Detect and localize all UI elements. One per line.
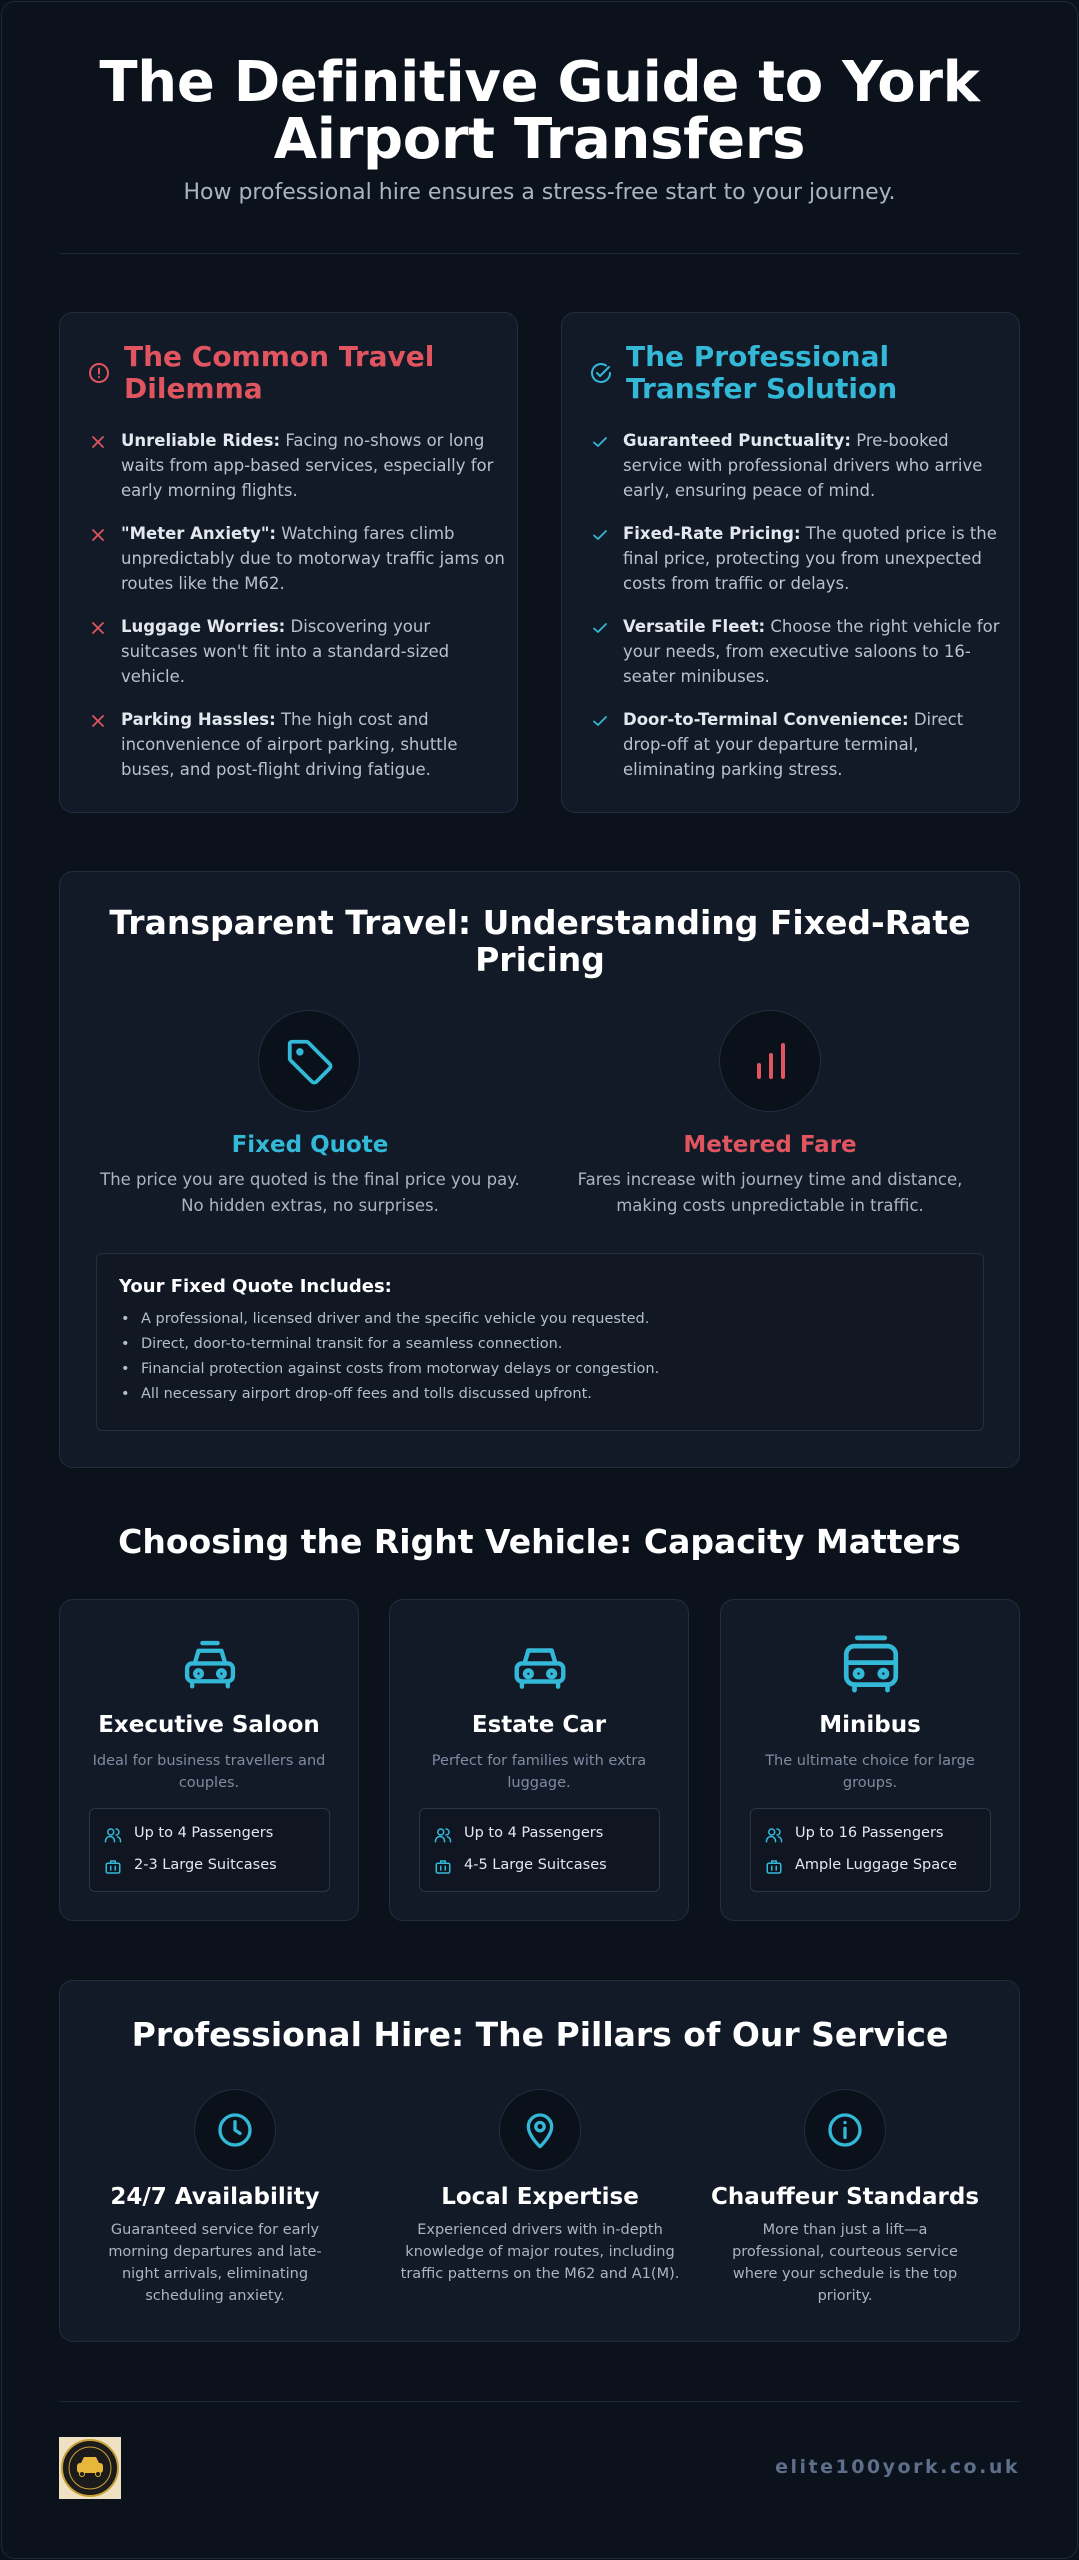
- list-item-text: Fixed-Rate Pricing: The quoted price is the final price, protecting you from unexpected costs from traffic or delays.: [623, 524, 997, 593]
- metered-fare-label: Metered Fare: [683, 1132, 857, 1158]
- fixed-quote-icon-wrap: [258, 1010, 360, 1112]
- pillar-icon-wrap: [499, 2089, 581, 2171]
- brand-logo-emblem: [59, 2437, 121, 2499]
- check-icon: [590, 618, 610, 638]
- users-icon: [765, 1826, 783, 1844]
- vehicle-specs: Up to 4 Passengers 4-5 Large Suitcases: [419, 1808, 660, 1892]
- solution-title: The Professional Transfer Solution: [626, 340, 898, 405]
- x-icon: [88, 432, 108, 452]
- pillar-title: Local Expertise: [441, 2184, 639, 2210]
- x-icon: [88, 618, 108, 638]
- luggage-icon: [434, 1858, 452, 1876]
- vehicle-name: Estate Car: [471, 1712, 607, 1738]
- includes-title: Your Fixed Quote Includes:: [119, 1276, 392, 1297]
- fixed-quote-desc: The price you are quoted is the final price you pay. No hidden extras, no surprises.: [100, 1170, 520, 1215]
- metered-fare-desc: Fares increase with journey time and distance, making costs unpredictable in traffic.: [577, 1170, 963, 1215]
- vehicle-card-minibus: [720, 1599, 1020, 1921]
- alert-circle-icon: [87, 361, 111, 385]
- vehicle-desc: The ultimate choice for large groups.: [765, 1753, 975, 1791]
- vehicles-title: Choosing the Right Vehicle: Capacity Matters: [118, 1522, 961, 1561]
- car-icon: [509, 1640, 571, 1692]
- list-item-text: Unreliable Rides: Facing no-shows or long waits from app-based services, especially for early morning flights.: [121, 431, 494, 500]
- tag-icon: [283, 1035, 337, 1089]
- vehicle-desc: Ideal for business travellers and couples.: [92, 1753, 326, 1791]
- list-item-text: Door-to-Terminal Convenience: Direct drop-off at your departure terminal, eliminating parking stress.: [623, 710, 964, 779]
- check-icon: [590, 711, 610, 731]
- list-item-text: Parking Hassles: The high cost and inconvenience of airport parking, shuttle buses, and post-flight driving fatigue.: [121, 710, 458, 779]
- vehicle-name: Executive Saloon: [98, 1712, 320, 1738]
- list-item: • A professional, licensed driver and the specific vehicle you requested.: [121, 1311, 650, 1327]
- taxi-icon: [179, 1638, 241, 1694]
- x-icon: [88, 711, 108, 731]
- page-subtitle: How professional hire ensures a stress-free start to your journey.: [183, 180, 896, 205]
- vehicle-card-estate-car: [389, 1599, 689, 1921]
- pillar-title: Chauffeur Standards: [710, 2184, 980, 2210]
- pricing-section: [59, 871, 1020, 1468]
- footer-divider: [59, 2401, 1020, 2402]
- pillar-title: 24/7 Availability: [110, 2184, 320, 2210]
- pillar-desc: More than just a lift—a professional, courteous service where your schedule is the top priority.: [732, 2222, 958, 2304]
- list-item: • Direct, door-to-terminal transit for a seamless connection.: [121, 1336, 563, 1352]
- fixed-quote-label: Fixed Quote: [231, 1132, 389, 1158]
- info-icon: [825, 2110, 865, 2150]
- fixed-quote-includes: [96, 1253, 984, 1431]
- vehicle-specs: Up to 16 Passengers Ample Luggage Space: [750, 1808, 991, 1892]
- vehicle-card-executive-saloon: [59, 1599, 359, 1921]
- pillar-desc: Experienced drivers with in-depth knowledge of major routes, including traffic patterns on the M62 and A1(M).: [400, 2222, 680, 2282]
- dilemma-title: The Common Travel Dilemma: [124, 340, 435, 405]
- pillars-title: Professional Hire: The Pillars of Our Service: [131, 2015, 949, 2054]
- luggage-icon: [104, 1858, 122, 1876]
- list-item-text: Luggage Worries: Discovering your suitcases won't fit into a standard-sized vehicle.: [121, 617, 450, 686]
- x-icon: [88, 525, 108, 545]
- check-circle-icon: [589, 361, 613, 385]
- list-item-text: Versatile Fleet: Choose the right vehicle for your needs, from executive saloons to 16-seater minibuses.: [623, 617, 1000, 686]
- users-icon: [104, 1826, 122, 1844]
- vehicle-specs: Up to 4 Passengers 2-3 Large Suitcases: [89, 1808, 330, 1892]
- solution-card: [561, 312, 1020, 813]
- pillar-icon-wrap: [804, 2089, 886, 2171]
- footer-website-link[interactable]: elite100york.co.uk: [775, 2456, 1020, 2478]
- list-item-text: "Meter Anxiety": Watching fares climb unpredictably due to motorway traffic jams on routes like the M62.: [121, 524, 505, 593]
- clock-icon: [215, 2110, 255, 2150]
- header-divider: [59, 253, 1020, 254]
- list-item: • All necessary airport drop-off fees and tolls discussed upfront.: [121, 1386, 592, 1402]
- pillars-section: [59, 1980, 1020, 2342]
- check-icon: [590, 432, 610, 452]
- metered-fare-icon-wrap: [719, 1010, 821, 1112]
- bar-chart-icon: [747, 1037, 795, 1085]
- map-pin-icon: [520, 2110, 560, 2150]
- pricing-title: Transparent Travel: Understanding Fixed-Rate Pricing: [109, 903, 971, 979]
- users-icon: [434, 1826, 452, 1844]
- list-item-text: Guaranteed Punctuality: Pre-booked service with professional drivers who arrive early, ensuring peace of mind.: [623, 431, 983, 500]
- check-icon: [590, 525, 610, 545]
- vehicle-name: Minibus: [819, 1712, 921, 1738]
- page-title: The Definitive Guide to York Airport Transfers: [99, 50, 980, 172]
- list-item: • Financial protection against costs from motorway delays or congestion.: [121, 1361, 660, 1377]
- vehicle-desc: Perfect for families with extra luggage.: [431, 1753, 647, 1791]
- pillar-desc: Guaranteed service for early morning departures and late-night arrivals, eliminating scheduling anxiety.: [108, 2222, 322, 2304]
- brand-logo: [59, 2437, 121, 2499]
- luggage-icon: [765, 1858, 783, 1876]
- dilemma-card: [59, 312, 518, 813]
- pillar-icon-wrap: [194, 2089, 276, 2171]
- bus-icon: [838, 1632, 904, 1696]
